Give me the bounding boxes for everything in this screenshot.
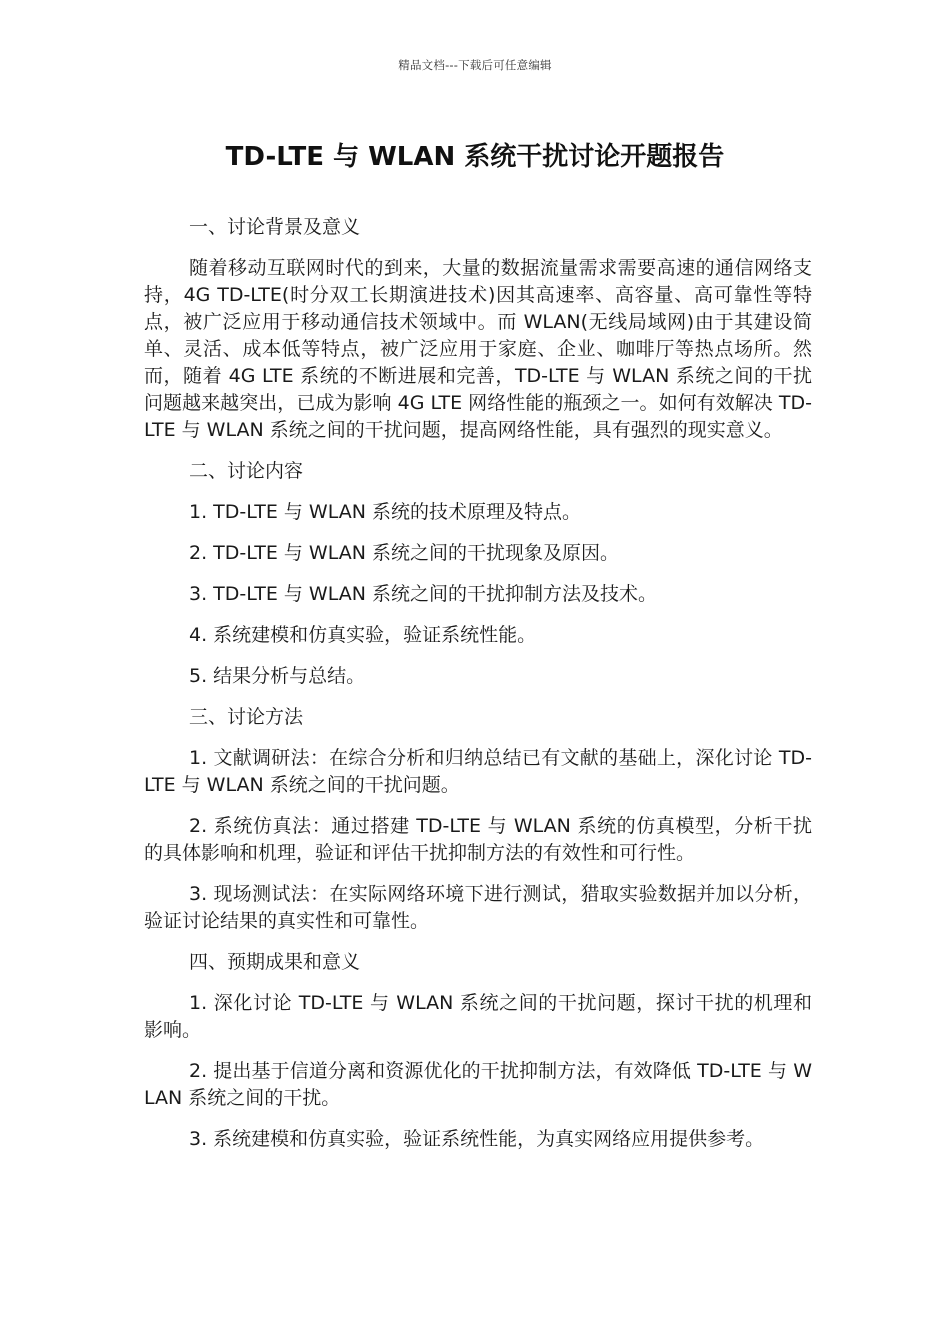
list-item: 3. TD-LTE 与 WLAN 系统之间的干扰抑制方法及技术。 bbox=[189, 583, 657, 605]
document-title: TD-LTE 与 WLAN 系统干扰讨论开题报告 bbox=[225, 142, 725, 172]
header-note: 精品文档---下载后可任意编辑 bbox=[398, 58, 552, 72]
list-item: 5. 结果分析与总结。 bbox=[189, 665, 366, 687]
list-item: 1. 深化讨论 TD-LTE 与 WLAN 系统之间的干扰问题，探讨干扰的机理和影响。 bbox=[144, 992, 812, 1041]
list-item: 1. 文献调研法：在综合分析和归纳总结已有文献的基础上，深化讨论 TD-LTE 与 WLAN 系统之间的干扰问题。 bbox=[144, 747, 812, 796]
list-item: 2. 系统仿真法：通过搭建 TD-LTE 与 WLAN 系统的仿真模型，分析干扰的具体影响和机理，验证和评估干扰抑制方法的有效性和可行性。 bbox=[144, 815, 812, 864]
section-heading-outcomes: 四、预期成果和意义 bbox=[189, 951, 361, 973]
section-heading-content: 二、讨论内容 bbox=[189, 460, 304, 482]
list-item: 4. 系统建模和仿真实验，验证系统性能。 bbox=[189, 624, 537, 646]
section-heading-methods: 三、讨论方法 bbox=[189, 706, 304, 728]
paragraph-background: 随着移动互联网时代的到来，大量的数据流量需求需要高速的通信网络支持，4G TD-LTE(时分双工长期演进技术)因其高速率、高容量、高可靠性等特点，被广泛应用于移动通信技术领域中。而 WLAN(无线局域网)由于其建设简单、灵活、成本低等特点，被广泛应用于家庭、企业、咖啡厅等热点场所。然而，随着 4G LTE 系统的不断进展和完善，TD-LTE 与 WLAN 系统之间的干扰问题越来越突出，已成为影响 4G LTE 网络性能的瓶颈之一。如何有效解决 TD-LTE 与 WLAN 系统之间的干扰问题，提高网络性能，具有强烈的现实意义。 bbox=[144, 257, 812, 441]
list-item: 3. 系统建模和仿真实验，验证系统性能，为真实网络应用提供参考。 bbox=[189, 1128, 765, 1150]
list-item: 3. 现场测试法：在实际网络环境下进行测试，猎取实验数据并加以分析，验证讨论结果的真实性和可靠性。 bbox=[144, 883, 812, 932]
list-item: 2. 提出基于信道分离和资源优化的干扰抑制方法，有效降低 TD-LTE 与 WLAN 系统之间的干扰。 bbox=[144, 1060, 812, 1109]
document-body bbox=[144, 214, 812, 1167]
list-item: 2. TD-LTE 与 WLAN 系统之间的干扰现象及原因。 bbox=[189, 542, 619, 564]
section-heading-background: 一、讨论背景及意义 bbox=[189, 216, 361, 238]
list-item: 1. TD-LTE 与 WLAN 系统的技术原理及特点。 bbox=[189, 501, 581, 523]
